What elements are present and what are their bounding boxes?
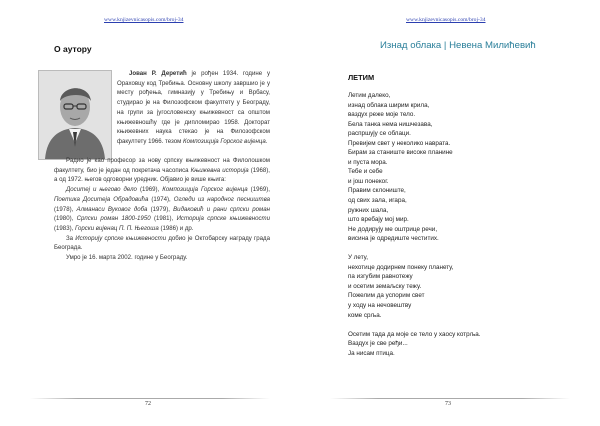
poem-line: Осетим тада да моје се тело у хаосу котрља. bbox=[348, 330, 481, 338]
poem-line: од свих зала, игара, bbox=[348, 197, 407, 205]
page-number: 73 bbox=[445, 401, 451, 407]
poem-line: висина је одредиште честитих. bbox=[348, 235, 439, 243]
bio-text: (1969), bbox=[136, 186, 163, 194]
bio-text: је рођен 1934. године у Ораховцу код Требиња. Основну школу завршио је у месту рођења, гимназију у Требињу и Врбасу, студирао је на Филозофском факултету у Београду, на групи за југословенску књижевност са општом књижевношћу где је дипломирао 1958. Докторат књижевних наука стекао је на Филозофском факултету 1966. тезом bbox=[117, 70, 271, 145]
poem-line: ружних шала, bbox=[348, 206, 389, 214]
bio-text: (1981), bbox=[150, 215, 177, 223]
bio-text: (1980), bbox=[54, 215, 77, 223]
book-title: Поетика Доситеја Обрадовића bbox=[54, 195, 149, 203]
poem-line: Не додирују ме оштрице речи, bbox=[348, 225, 438, 233]
page-url-link[interactable]: www.knjizevnicasopis.com/broj-34 bbox=[406, 17, 486, 23]
bio-intro bbox=[117, 69, 270, 147]
poem-line: Превијем свет у неколико наврата. bbox=[348, 139, 451, 147]
bibliography bbox=[54, 185, 270, 234]
poem-line: па изгубим равнотежу bbox=[348, 273, 413, 281]
poem-line: ваздух реже моје тело. bbox=[348, 111, 416, 119]
thesis-title: Композиција Горског вијенца bbox=[183, 137, 266, 145]
book-title: Композиција Горског вијенца bbox=[162, 186, 248, 194]
author-portrait-image bbox=[39, 71, 111, 159]
poem-line: Тебе и себе bbox=[348, 168, 383, 176]
bio-body bbox=[54, 156, 270, 263]
poem-line: и још понеког. bbox=[348, 177, 389, 185]
footer-divider bbox=[330, 398, 570, 399]
book-title: Горски вијенац П. П. Његоша bbox=[75, 224, 159, 232]
book-title: Доситеј и његово дело bbox=[66, 186, 137, 194]
poem-line: Правим склониште, bbox=[348, 187, 406, 195]
right-page bbox=[300, 0, 600, 426]
book-title: Српски роман 1800-1950 bbox=[76, 215, 151, 223]
author-name: Јован Р. Деретић bbox=[129, 70, 187, 77]
bio-text: (1986) и др. bbox=[158, 224, 194, 232]
poem-line: нехотице додирнем понеку планету, bbox=[348, 263, 454, 271]
poem-title: ЛЕТИМ bbox=[348, 73, 375, 82]
stanza-break bbox=[348, 320, 481, 330]
bio-text: (1979), bbox=[147, 205, 174, 213]
bio-text: (1968), а од 1972. његов одговорни уредник. Објавио је више књига: bbox=[54, 166, 270, 184]
page-number: 72 bbox=[145, 401, 151, 407]
author-photo bbox=[38, 70, 112, 160]
book-title: Историју српске књижевности bbox=[75, 234, 167, 242]
poem-line: Ја нисам птица. bbox=[348, 349, 395, 357]
poem-line: и осетим земаљску тежу. bbox=[348, 282, 422, 290]
bio-text: (1983), bbox=[54, 224, 76, 232]
bio-text: (1969), bbox=[247, 186, 270, 194]
poem-line: и пуста мора. bbox=[348, 158, 388, 166]
poem-line: у ходу на нечовештву bbox=[348, 302, 412, 310]
journal-title: Књижевна историја bbox=[190, 166, 249, 174]
poem-line: што вребају мој мир. bbox=[348, 216, 409, 224]
poem-line: Бирам за станиште високе планине bbox=[348, 149, 453, 157]
poem-body bbox=[348, 91, 481, 358]
bio-text: добио је Октобарску награду града Београда. bbox=[54, 234, 270, 252]
poem-line: коме срља. bbox=[348, 311, 382, 319]
book-title: Видаковић и рани српски роман bbox=[173, 205, 270, 213]
bio-text: За bbox=[66, 234, 76, 242]
page-url-link[interactable]: www.knjizevnicasopis.com/broj-34 bbox=[104, 17, 184, 23]
bio-text: Радио је као професор за нову српску књижевност на Филолошком факултету, био је један од покретача часописа bbox=[54, 157, 270, 174]
poem-line: Ваздух је све ређи... bbox=[348, 340, 408, 348]
bio-text: (1978), bbox=[54, 205, 77, 213]
poem-line: изнад облака ширим крила, bbox=[348, 101, 430, 109]
book-title: Алманаси Вуковог доба bbox=[76, 205, 148, 213]
book-header-title: Изнад облака | Невена Милићевић bbox=[380, 40, 536, 51]
poem-line: У лету, bbox=[348, 254, 368, 262]
footer-divider bbox=[30, 398, 270, 399]
poem-line: распршују се облаци. bbox=[348, 130, 411, 138]
stanza-break bbox=[348, 244, 481, 254]
poem-line: Бела танка нема нишчезава, bbox=[348, 120, 433, 128]
book-title: Огледи из народног песништва bbox=[173, 195, 270, 203]
poem-line: Летим далеко, bbox=[348, 92, 391, 99]
bio-text: (1974), bbox=[148, 195, 174, 203]
death-note: Умро је 16. марта 2002. године у Београду. bbox=[66, 254, 188, 262]
bio-text: . bbox=[265, 137, 268, 145]
poem-line: Пожелим да успорим свет bbox=[348, 292, 425, 300]
section-title: О аутору bbox=[54, 44, 92, 54]
book-title: Историја српске књижевности bbox=[176, 215, 270, 223]
